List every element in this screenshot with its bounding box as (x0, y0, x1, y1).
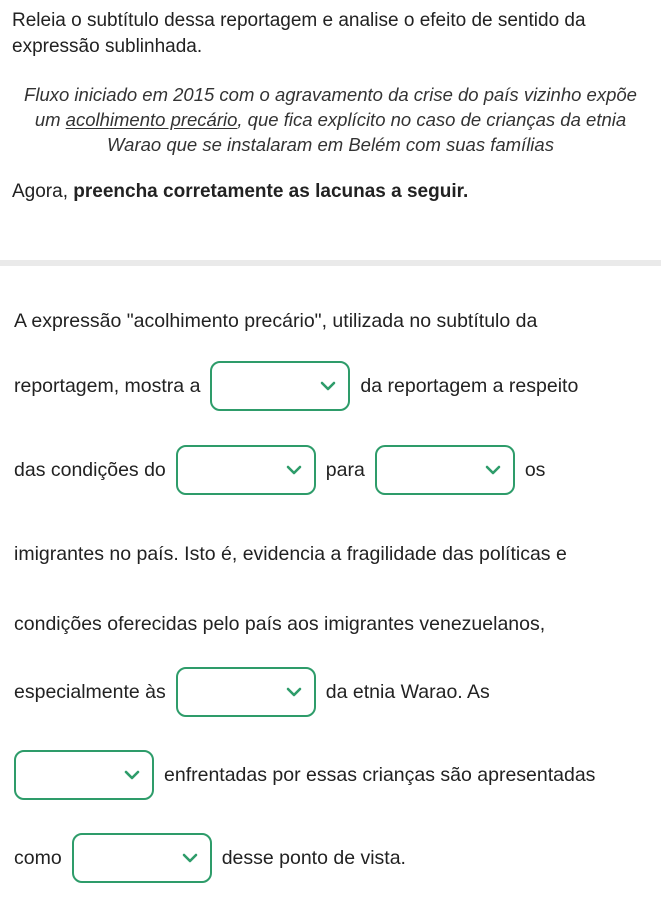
chevron-down-icon (286, 465, 302, 476)
text: A expressão "acolhimento precário", utilizada no subtítulo da (14, 310, 538, 332)
chevron-down-icon (124, 770, 140, 781)
agora-bold: preencha corretamente as lacunas a seguir. (73, 181, 469, 202)
text: da etnia Warao. As (325, 681, 490, 703)
exercise-line-6 (14, 667, 647, 717)
text: como (14, 847, 62, 869)
chevron-down-icon (286, 687, 302, 698)
quote-part1: Fluxo iniciado em 2015 com o agravamento da crise do país vizinho expõe um (24, 84, 637, 130)
text: os (524, 459, 546, 481)
exercise-line-8 (14, 833, 647, 883)
agora-instruction (12, 179, 649, 205)
text: condições oferecidas pelo país aos imigrantes venezuelanos, (14, 613, 546, 635)
text: imigrantes no país. Isto é, evidencia a fragilidade das políticas e (14, 543, 567, 565)
agora-prefix: Agora, (12, 181, 74, 202)
text: reportagem, mostra a (14, 375, 201, 397)
text: desse ponto de vista. (221, 847, 406, 869)
exercise-line-3 (14, 445, 647, 495)
text: da reportagem a respeito (360, 375, 579, 397)
subtitle-quote (12, 82, 649, 157)
text: especialmente às (14, 681, 166, 703)
blank-dropdown-6[interactable] (72, 833, 212, 883)
quote-part2: , que fica explícito no caso de crianças da etnia Warao que se instalaram em Belém com suas famílias (107, 109, 627, 155)
blank-dropdown-3[interactable] (375, 445, 515, 495)
chevron-down-icon (485, 465, 501, 476)
section-divider (0, 260, 661, 266)
exercise-line-5 (14, 611, 647, 637)
exercise-line-7 (14, 750, 647, 800)
instruction-text: Releia o subtítulo dessa reportagem e analise o efeito de sentido da expressão sublinhada. (12, 10, 586, 57)
exercise-line-1 (14, 308, 647, 334)
blank-dropdown-5[interactable] (14, 750, 154, 800)
text: enfrentadas por essas crianças são apresentadas (164, 764, 596, 786)
quote-underlined: acolhimento precário (65, 109, 238, 130)
text: para (325, 459, 365, 481)
blank-dropdown-2[interactable] (176, 445, 316, 495)
exercise-line-2 (14, 361, 647, 411)
blank-dropdown-1[interactable] (210, 361, 350, 411)
instruction-block (0, 0, 661, 205)
exercise-line-4 (14, 541, 647, 567)
chevron-down-icon (182, 853, 198, 864)
blank-dropdown-4[interactable] (176, 667, 316, 717)
text: das condições do (14, 459, 166, 481)
chevron-down-icon (320, 381, 336, 392)
